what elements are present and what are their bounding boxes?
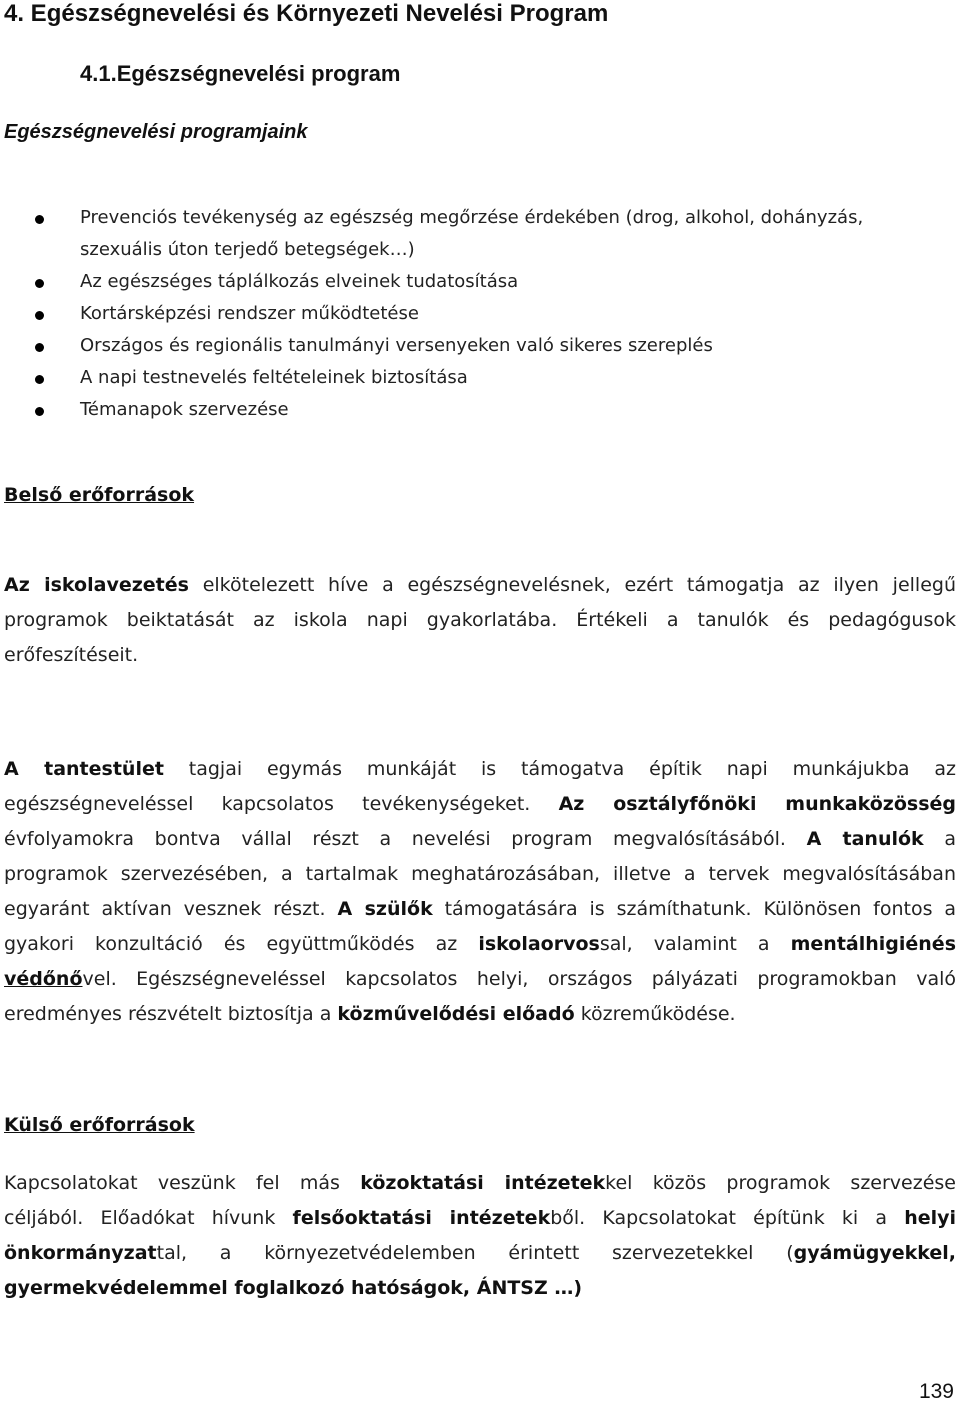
internal-resources-heading: Belső erőforrások [4, 484, 195, 506]
list-item-line: Országos és regionális tanulmányi versenyeken való sikeres szereplés [80, 335, 713, 356]
bold-term: közoktatási intézetek [360, 1172, 606, 1194]
main-heading: 4. Egészségnevelési és Környezeti Nevelési Program [4, 0, 609, 27]
external-resources-heading: Külső erőforrások [4, 1114, 195, 1136]
text-run: elkötelezett híve a egészségnevelésnek, ezért támogatja az ilyen jellegű [188, 574, 956, 596]
list-item [0, 394, 960, 426]
paragraph-line [4, 752, 956, 787]
list-item-line: Kortársképzési rendszer működtetése [80, 303, 419, 324]
paragraph-line [4, 1166, 956, 1201]
paragraph-line [4, 927, 956, 962]
text-run: tagjai egymás munkáját is támogatva építik napi munkájukba az [163, 758, 957, 780]
text-run: céljából. Előadókat hívunk [4, 1207, 293, 1229]
list-item-line: A napi testnevelés feltételeinek biztosítása [80, 367, 468, 388]
bold-term: A szülők [337, 898, 433, 920]
paragraph-line: programok szervezésében, a tartalmak meghatározásában, illetve a tervek megvalósításában [4, 863, 956, 885]
staff-paragraph [4, 752, 956, 1032]
bullet-icon [35, 343, 44, 352]
paragraph-line [4, 997, 956, 1032]
list-item-line: Témanapok szervezése [80, 399, 289, 420]
sub-heading: 4.1.Egészségnevelési program [80, 61, 401, 86]
text-run: Kapcsolatokat veszünk fel más [4, 1172, 361, 1194]
list-item-line: szexuális úton terjedő betegségek…) [80, 239, 415, 260]
bold-term: gyámügyekkel, [793, 1242, 956, 1264]
external-partners-paragraph [4, 1166, 956, 1306]
bold-term: gyermekvédelemmel foglalkozó hatóságok, ÁNTSZ …) [4, 1277, 583, 1299]
paragraph-line: erőfeszítéseit. [4, 644, 139, 666]
list-item [0, 202, 960, 266]
bold-term: közművelődési előadó [337, 1003, 575, 1025]
bold-term: Az osztályfőnöki munkaközösség [558, 793, 956, 815]
bold-term: A tantestület [4, 758, 164, 780]
text-run: tal, a környezetvédelemben érintett szervezetekkel ( [156, 1242, 794, 1264]
school-leadership-paragraph [4, 568, 956, 673]
text-run: a [923, 828, 956, 850]
text-run: ből. Kapcsolatokat építünk ki a [550, 1207, 905, 1229]
bullet-icon [35, 311, 44, 320]
program-list [0, 202, 960, 426]
text-run: egészségneveléssel kapcsolatos tevékenységeket. [4, 793, 559, 815]
paragraph-line: programok beiktatását az iskola napi gyakorlatába. Értékeli a tanulók és pedagógusok [4, 609, 956, 631]
paragraph-line [4, 1201, 956, 1236]
programs-heading: Egészségnevelési programjaink [4, 121, 308, 143]
text-run: kel közös programok szervezése [605, 1172, 956, 1194]
list-item [0, 362, 960, 394]
bullet-icon [35, 279, 44, 288]
bullet-icon [35, 215, 44, 224]
list-item [0, 298, 960, 330]
bullet-icon [35, 407, 44, 416]
list-item-line: Prevenciós tevékenység az egészség megőrzése érdekében (drog, alkohol, dohányzás, [80, 207, 864, 228]
page-number: 139 [918, 1380, 954, 1403]
list-item-line: Az egészséges táplálkozás elveinek tudatosítása [80, 271, 519, 292]
text-run: egyaránt aktívan vesznek részt. [4, 898, 338, 920]
paragraph-line [4, 822, 956, 857]
bold-term: helyi [904, 1207, 957, 1229]
bold-term: A tanulók [806, 828, 924, 850]
paragraph-line [4, 787, 956, 822]
list-item [0, 266, 960, 298]
bold-term: védőnő [4, 968, 83, 990]
paragraph-line [4, 568, 956, 603]
bullet-icon [35, 375, 44, 384]
paragraph-line [4, 962, 956, 997]
bold-term: önkormányzat [4, 1242, 157, 1264]
paragraph-line [4, 1271, 956, 1306]
list-item [0, 330, 960, 362]
text-run: vel. Egészségneveléssel kapcsolatos helyi, országos pályázati programokban való [82, 968, 956, 990]
text-run: gyakori konzultáció és együttműködés az [4, 933, 479, 955]
bold-term: Az iskolavezetés [4, 574, 189, 596]
text-run: sal, valamint a [599, 933, 791, 955]
text-run: támogatására is számíthatunk. Különösen fontos a [432, 898, 956, 920]
paragraph-line [4, 892, 956, 927]
bold-term: felsőoktatási intézetek [292, 1207, 551, 1229]
text-run: eredményes részvételt biztosítja a [4, 1003, 338, 1025]
bold-term: mentálhigiénés [790, 933, 956, 955]
bold-term: iskolaorvos [478, 933, 600, 955]
paragraph-line [4, 1236, 956, 1271]
text-run: évfolyamokra bontva vállal részt a nevelési program megvalósításából. [4, 828, 807, 850]
text-run: közreműködése. [574, 1003, 736, 1025]
